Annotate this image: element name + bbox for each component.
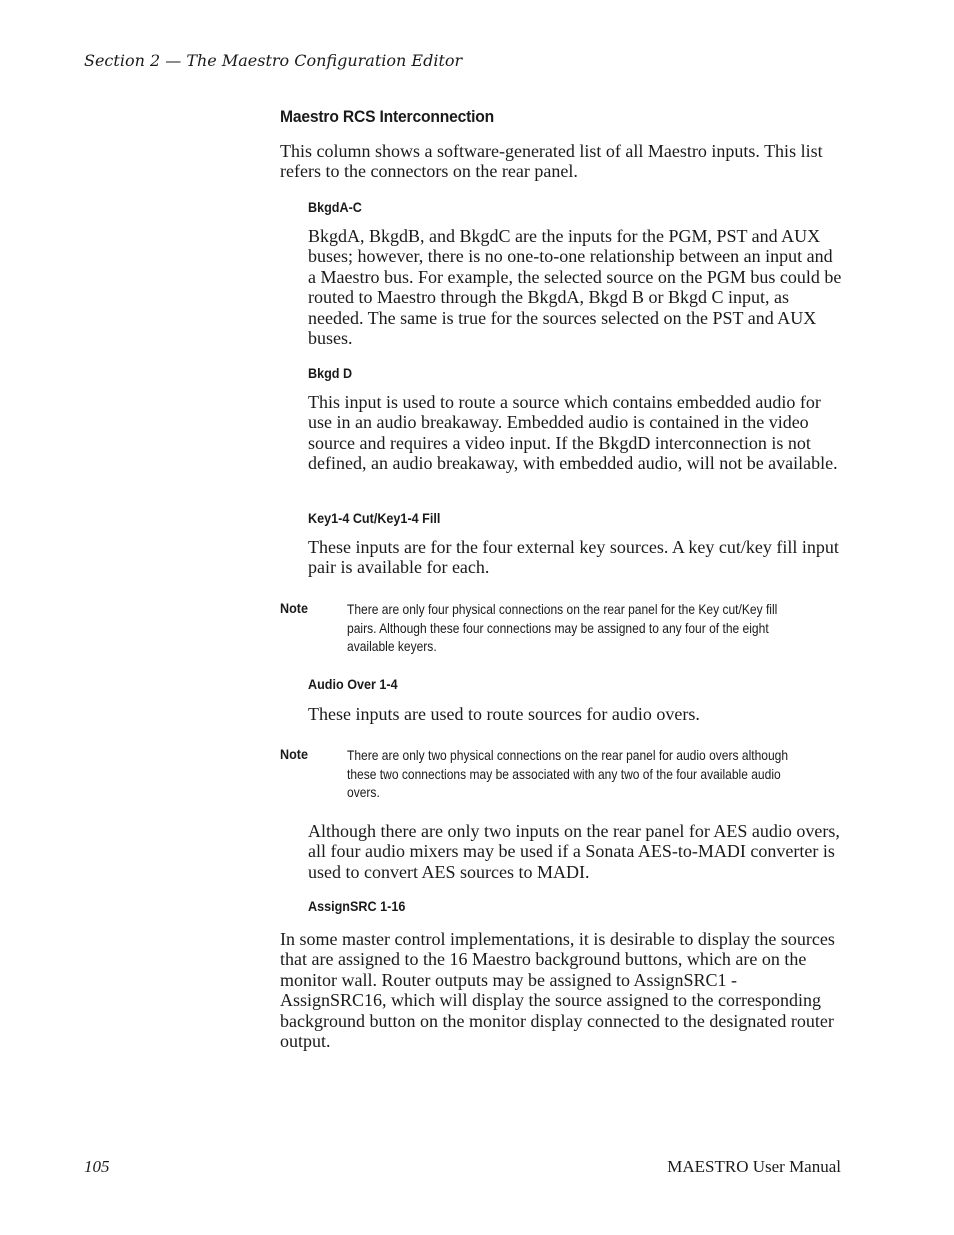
- note-text: There are only two physical connections on the rear panel for audio overs although these two connections may be associated with any two of the four available audio overs.: [347, 747, 789, 801]
- subsection-title-assignsrc: AssignSRC 1-16: [308, 898, 406, 914]
- subsection-title-audio-over: Audio Over 1-4: [308, 676, 398, 692]
- running-header: Section 2 — The Maestro Configuration Editor: [84, 51, 463, 70]
- note-label: Note: [280, 746, 309, 762]
- subsection-body-bkgda-c: BkgdA, BkgdB, and BkgdC are the inputs for the PGM, PST and AUX buses; however, there is no one-to-one relationship between an input and a Maestro bus. For example, the selected source on the PGM bus could be routed to Maestro through the BkgdA, Bkgd B or Bkgd C input, as needed. The same is true for the sources selected on the PST and AUX buses.: [308, 226, 842, 349]
- subsection-body-audio-over: These inputs are used to route sources for audio overs.: [308, 704, 700, 724]
- subsection-title-bkgda-c: BkgdA-C: [308, 199, 362, 215]
- subsection-title-key-cut-fill: Key1-4 Cut/Key1-4 Fill: [308, 510, 441, 526]
- subsection-body-assignsrc: In some master control implementations, it is desirable to display the sources that are assigned to the 16 Maestro background buttons, which are on the monitor wall. Router outputs may be assigned to AssignSRC1 - AssignSRC16, which will display the source assigned to the corresponding background button on the monitor display connected to the designated router output.: [280, 929, 835, 1052]
- subsection-body-bkgd-d: This input is used to route a source which contains embedded audio for use in an audio breakaway. Embedded audio is contained in the video source and requires a video input. If the BkgdD interconnection is not defined, an audio breakaway, with embedded audio, will not be available.: [308, 392, 838, 474]
- note-text: There are only four physical connections on the rear panel for the Key cut/Key fill pairs. Although these four connections may be assigned to any four of the eight available keyers.: [347, 601, 778, 655]
- subsection-body-key-cut-fill: These inputs are for the four external key sources. A key cut/key fill input pair is available for each.: [308, 537, 839, 578]
- section-intro: This column shows a software-generated list of all Maestro inputs. This list refers to the connectors on the rear panel.: [280, 141, 823, 182]
- audio-over-followup: Although there are only two inputs on the rear panel for AES audio overs, all four audio mixers may be used if a Sonata AES-to-MADI converter is used to convert AES sources to MADI.: [308, 821, 840, 882]
- page-number: 105: [84, 1157, 110, 1176]
- subsection-title-bkgd-d: Bkgd D: [308, 365, 353, 381]
- section-title: Maestro RCS Interconnection: [280, 107, 495, 126]
- note-label: Note: [280, 600, 309, 616]
- manual-title: MAESTRO User Manual: [667, 1157, 841, 1176]
